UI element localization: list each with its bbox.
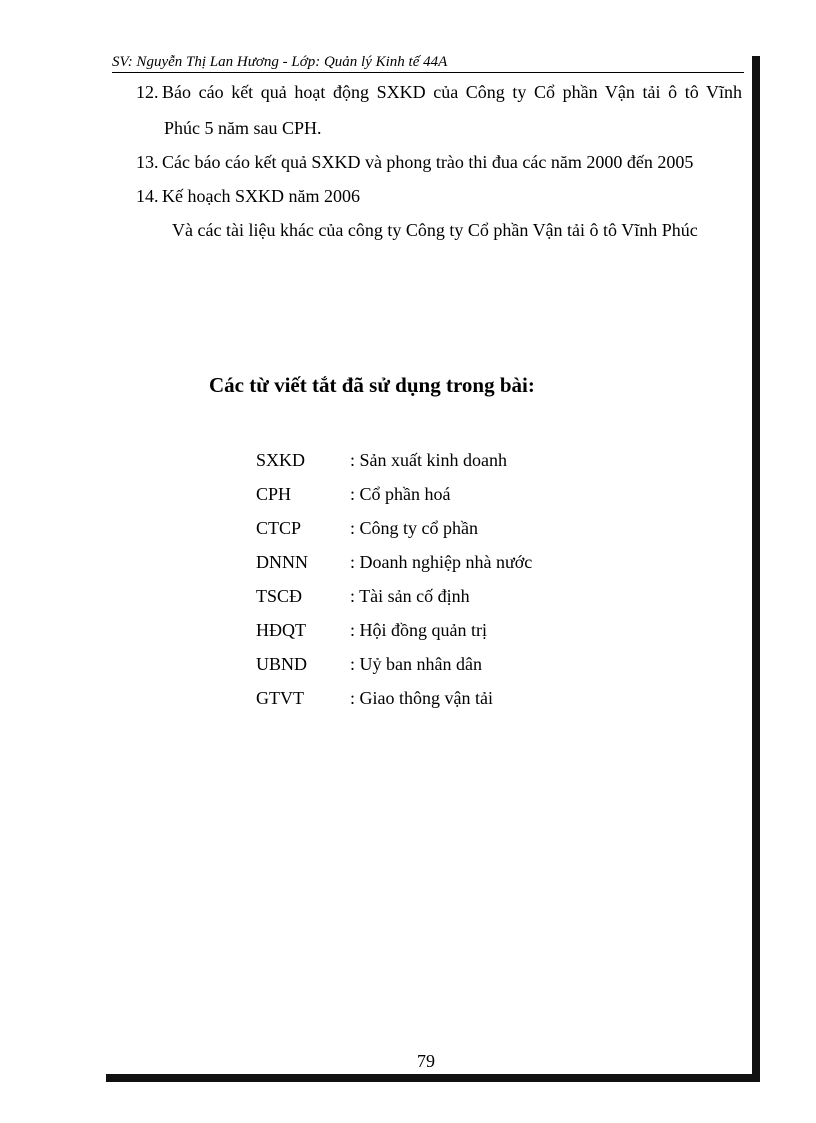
abbreviation-meaning: : Uỷ ban nhân dân (350, 654, 482, 674)
abbreviation-meaning: : Sản xuất kinh doanh (350, 450, 507, 470)
reference-number: 14. (136, 186, 159, 206)
abbreviation-meaning: : Giao thông vận tải (350, 688, 493, 708)
abbreviation-code: UBND (256, 654, 308, 674)
reference-text: Báo cáo kết quả hoạt động SXKD của Công ty Cổ phần Vận tải ô tô Vĩnh (162, 82, 742, 102)
abbreviation-code: GTVT (256, 688, 304, 708)
reference-item-12-continued: Phúc 5 năm sau CPH. (164, 118, 322, 138)
reference-number: 12. (136, 82, 159, 102)
abbreviation-code: CPH (256, 484, 292, 504)
abbreviation-meaning: : Doanh nghiệp nhà nước (350, 552, 533, 572)
abbreviation-code: DNNN (256, 552, 308, 572)
abbreviation-code: HĐQT (256, 620, 306, 640)
page-shadow-bottom (106, 1074, 760, 1082)
abbreviation-meaning: : Hội đồng quản trị (350, 620, 487, 640)
page-header: SV: Nguyễn Thị Lan Hương - Lớp: Quản lý Kinh tế 44A (112, 52, 744, 73)
reference-number: 13. (136, 152, 159, 172)
reference-item-12 (136, 80, 742, 104)
page-shadow-right (752, 56, 760, 1076)
abbreviation-code: CTCP (256, 518, 302, 538)
reference-item-14 (136, 184, 360, 208)
reference-item-13 (136, 150, 693, 174)
abbreviation-code: SXKD (256, 450, 306, 470)
reference-text: Các báo cáo kết quả SXKD và phong trào thi đua các năm 2000 đến 2005 (162, 152, 694, 172)
abbreviation-code: TSCĐ (256, 586, 303, 606)
page-number: 79 (417, 1051, 435, 1071)
other-documents-note: Và các tài liệu khác của công ty Công ty Cổ phần Vận tải ô tô Vĩnh Phúc (172, 220, 698, 240)
abbreviation-meaning: : Công ty cổ phần (350, 518, 478, 538)
reference-text: Kế hoạch SXKD năm 2006 (162, 186, 360, 206)
abbreviation-meaning: : Tài sản cố định (350, 586, 470, 606)
abbreviation-meaning: : Cổ phần hoá (350, 484, 451, 504)
abbreviations-title: Các từ viết tắt đã sử dụng trong bài: (209, 373, 535, 397)
